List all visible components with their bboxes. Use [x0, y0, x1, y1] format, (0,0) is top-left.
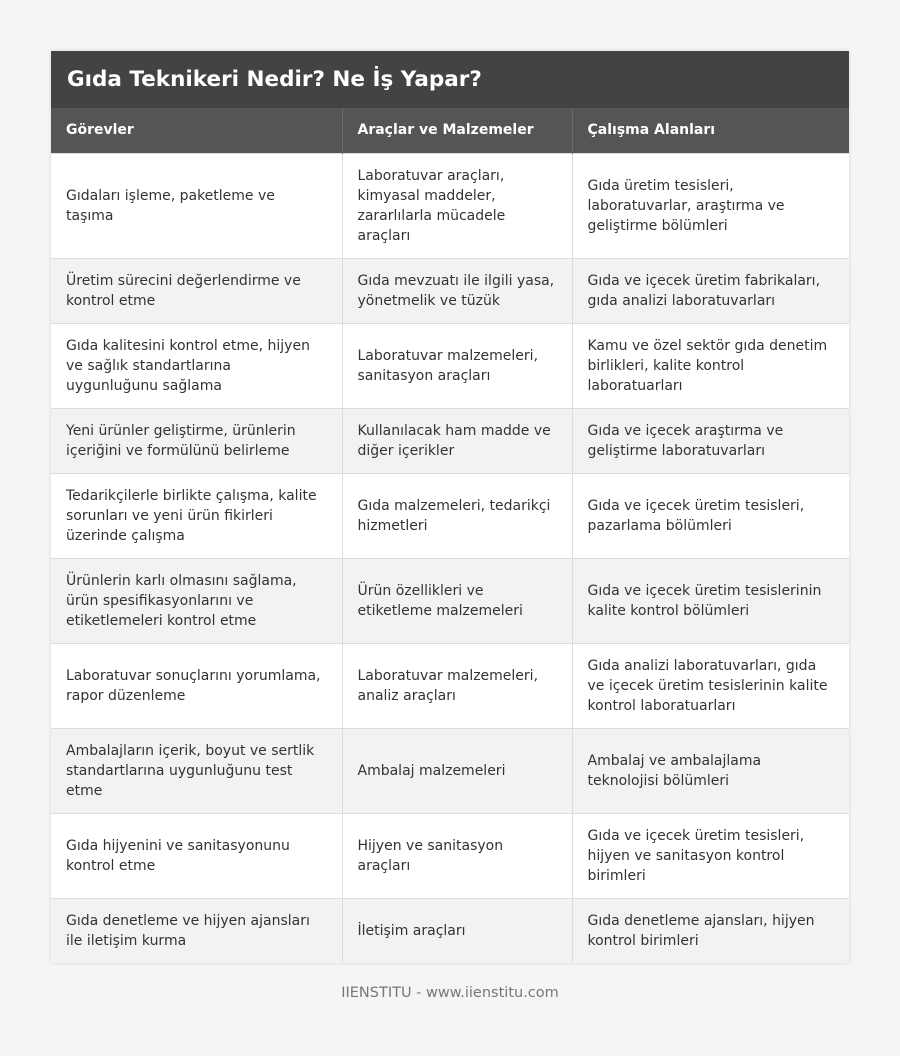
- table-row: [51, 323, 849, 408]
- table-cell: Gıda analizi laboratuvarları, gıda ve içecek üretim tesislerinin kalite kontrol laboratuarları: [572, 643, 849, 728]
- table-cell: Gıda malzemeleri, tedarikçi hizmetleri: [342, 473, 572, 558]
- page-title: Gıda Teknikeri Nedir? Ne İş Yapar?: [51, 51, 849, 108]
- column-header-araclar: Araçlar ve Malzemeler: [342, 108, 572, 153]
- data-table: [51, 108, 849, 963]
- table-row: [51, 473, 849, 558]
- table-cell: Ürünlerin karlı olmasını sağlama, ürün spesifikasyonlarını ve etiketlemeleri kontrol etme: [51, 558, 342, 643]
- table-cell: Gıda denetleme ve hijyen ajansları ile iletişim kurma: [51, 898, 342, 963]
- table-cell: Laboratuvar sonuçlarını yorumlama, rapor düzenleme: [51, 643, 342, 728]
- table-row: [51, 153, 849, 258]
- table-row: [51, 813, 849, 898]
- table-cell: İletişim araçları: [342, 898, 572, 963]
- table-cell: Kamu ve özel sektör gıda denetim birlikleri, kalite kontrol laboratuarları: [572, 323, 849, 408]
- table-cell: Gıda kalitesini kontrol etme, hijyen ve sağlık standartlarına uygunluğunu sağlama: [51, 323, 342, 408]
- table-cell: Ambalaj malzemeleri: [342, 728, 572, 813]
- table-cell: Gıda mevzuatı ile ilgili yasa, yönetmelik ve tüzük: [342, 258, 572, 323]
- table-cell: Yeni ürünler geliştirme, ürünlerin içeriğini ve formülünü belirleme: [51, 408, 342, 473]
- table-cell: Gıdaları işleme, paketleme ve taşıma: [51, 153, 342, 258]
- table-row: [51, 898, 849, 963]
- table-cell: Ambalajların içerik, boyut ve sertlik standartlarına uygunluğunu test etme: [51, 728, 342, 813]
- table-row: [51, 558, 849, 643]
- table-row: [51, 643, 849, 728]
- table-cell: Gıda ve içecek üretim tesisleri, hijyen ve sanitasyon kontrol birimleri: [572, 813, 849, 898]
- table-row: [51, 728, 849, 813]
- column-header-gorevler: Görevler: [51, 108, 342, 153]
- table-cell: Laboratuvar malzemeleri, sanitasyon araçları: [342, 323, 572, 408]
- table-cell: Gıda ve içecek üretim fabrikaları, gıda analizi laboratuvarları: [572, 258, 849, 323]
- footer-credit: IIENSTITU - www.iienstitu.com: [341, 985, 559, 1001]
- table-cell: Gıda denetleme ajansları, hijyen kontrol birimleri: [572, 898, 849, 963]
- table-cell: Gıda ve içecek üretim tesislerinin kalite kontrol bölümleri: [572, 558, 849, 643]
- table-cell: Gıda hijyenini ve sanitasyonunu kontrol etme: [51, 813, 342, 898]
- table-cell: Hijyen ve sanitasyon araçları: [342, 813, 572, 898]
- column-header-calisma-alanlari: Çalışma Alanları: [572, 108, 849, 153]
- table-cell: Üretim sürecini değerlendirme ve kontrol etme: [51, 258, 342, 323]
- table-cell: Gıda ve içecek üretim tesisleri, pazarlama bölümleri: [572, 473, 849, 558]
- table-cell: Laboratuvar malzemeleri, analiz araçları: [342, 643, 572, 728]
- table-row: [51, 258, 849, 323]
- table-cell: Ürün özellikleri ve etiketleme malzemeleri: [342, 558, 572, 643]
- table-cell: Ambalaj ve ambalajlama teknolojisi bölümleri: [572, 728, 849, 813]
- table-cell: Gıda ve içecek araştırma ve geliştirme laboratuvarları: [572, 408, 849, 473]
- table-cell: Kullanılacak ham madde ve diğer içerikler: [342, 408, 572, 473]
- table-cell: Laboratuvar araçları, kimyasal maddeler, zararlılarla mücadele araçları: [342, 153, 572, 258]
- table-card: [51, 51, 849, 963]
- table-header-row: [51, 108, 849, 153]
- table-row: [51, 408, 849, 473]
- table-cell: Tedarikçilerle birlikte çalışma, kalite sorunları ve yeni ürün fikirleri üzerinde çalışma: [51, 473, 342, 558]
- table-cell: Gıda üretim tesisleri, laboratuvarlar, araştırma ve geliştirme bölümleri: [572, 153, 849, 258]
